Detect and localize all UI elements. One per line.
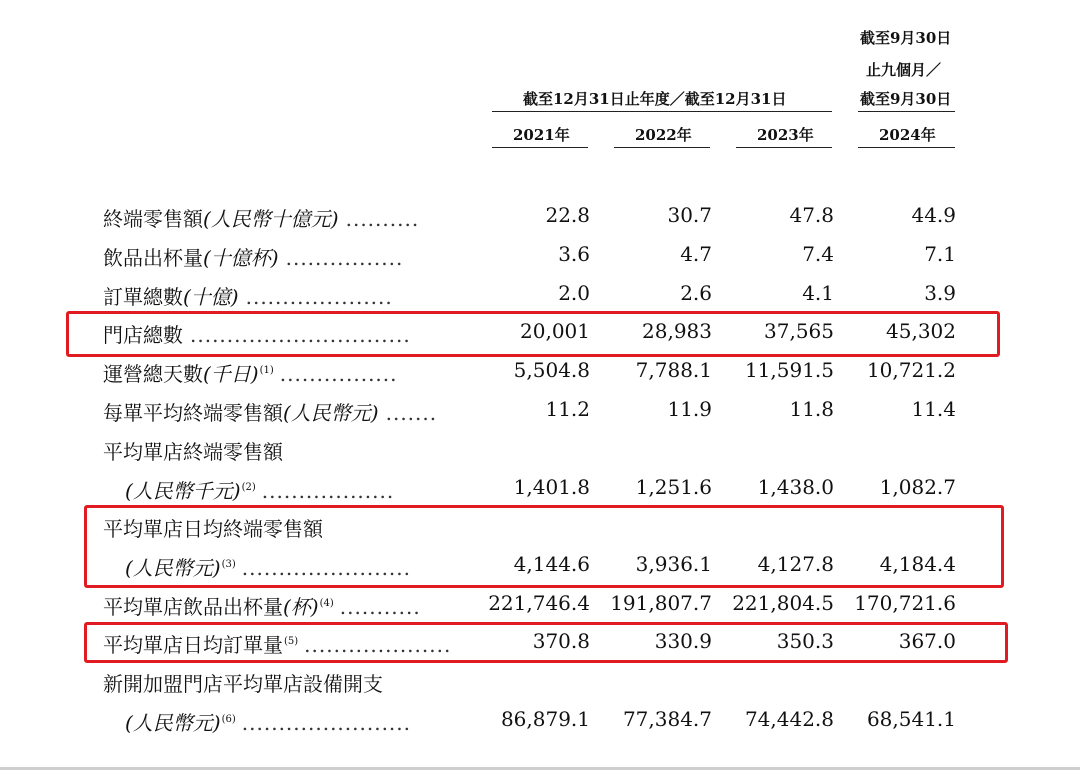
row-label: 運營總天數(千日)$^{(1)}$ ................ [103, 362, 398, 386]
highlight-box-daily-orders [84, 622, 1008, 663]
value-2021: 1,401.8 [513, 475, 590, 499]
row-label: (人民幣元)$^{(6)}$ ....................... [125, 711, 412, 735]
value-2022: 7,788.1 [635, 358, 712, 382]
year-header-2022: 2022年 [635, 126, 692, 144]
year-underline-2024 [858, 147, 955, 148]
row-label: 門店總數 .............................. [103, 323, 411, 347]
group-header-underline [492, 111, 832, 112]
value-2021: 370.8 [532, 629, 590, 653]
year-underline-2022 [614, 147, 710, 148]
row-label: (人民幣千元)$^{(2)}$ .................. [125, 479, 395, 503]
value-2022: 330.9 [654, 629, 712, 653]
value-2023: 1,438.0 [757, 475, 834, 499]
row-label: 新開加盟門店平均單店設備開支 [103, 672, 383, 696]
row-label: 平均單店終端零售額 [103, 440, 283, 464]
value-2024: 367.0 [898, 629, 956, 653]
table-row [0, 275, 1080, 313]
value-2024: 44.9 [911, 203, 956, 227]
row-label: 每單平均終端零售額(人民幣元) ....... [103, 401, 438, 425]
row-label: 平均單店日均訂單量$^{(5)}$ .................... [103, 633, 452, 657]
value-2024: 68,541.1 [866, 707, 956, 731]
table-row [0, 197, 1080, 235]
year-header-2024: 2024年 [879, 126, 936, 144]
value-2022: 30.7 [667, 203, 712, 227]
year-header-2021: 2021年 [513, 126, 570, 144]
value-2021: 3.6 [558, 242, 590, 266]
table-row [0, 352, 1080, 390]
value-2024: 170,721.6 [854, 591, 956, 615]
table-row [0, 701, 1080, 739]
value-2022: 2.6 [680, 281, 712, 305]
value-2022: 1,251.6 [635, 475, 712, 499]
value-2022: 3,936.1 [635, 552, 712, 576]
highlight-box-store-count [66, 311, 1000, 357]
row-label: 飲品出杯量(十億杯) ................ [103, 246, 404, 270]
value-2021: 5,504.8 [513, 358, 590, 382]
value-2023: 11,591.5 [744, 358, 834, 382]
value-2023: 7.4 [802, 242, 834, 266]
year-underline-2023 [736, 147, 832, 148]
value-2024: 3.9 [924, 281, 956, 305]
value-2023: 4.1 [802, 281, 834, 305]
value-2023: 221,804.5 [732, 591, 834, 615]
table-row [0, 391, 1080, 429]
year-underline-2021 [492, 147, 588, 148]
value-2021: 20,001 [520, 319, 590, 343]
value-2021: 2.0 [558, 281, 590, 305]
value-2021: 22.8 [545, 203, 590, 227]
value-2023: 4,127.8 [757, 552, 834, 576]
table-row [0, 469, 1080, 507]
value-2024: 1,082.7 [879, 475, 956, 499]
value-2024: 11.4 [911, 397, 956, 421]
value-2024: 10,721.2 [866, 358, 956, 382]
value-2023: 11.8 [789, 397, 834, 421]
value-2023: 350.3 [776, 629, 834, 653]
col-2024-period-line3: 截至9月30日 [860, 90, 952, 108]
col-2024-period-line2: 止九個月／ [866, 61, 942, 79]
value-2022: 77,384.7 [622, 707, 712, 731]
value-2023: 74,442.8 [744, 707, 834, 731]
col-2024-period-line1: 截至9月30日 [860, 29, 952, 47]
row-label: 終端零售額(人民幣十億元) .......... [103, 207, 420, 231]
value-2021: 221,746.4 [488, 591, 590, 615]
value-2022: 11.9 [667, 397, 712, 421]
value-2021: 11.2 [545, 397, 590, 421]
table-row [0, 585, 1080, 623]
row-label: (人民幣元)$^{(3)}$ ....................... [125, 556, 412, 580]
table-row-label-only [0, 430, 1080, 468]
value-2021: 86,879.1 [500, 707, 590, 731]
row-label: 平均單店日均終端零售額 [103, 517, 323, 541]
highlight-box-daily-retail [84, 505, 1004, 588]
value-2022: 28,983 [642, 319, 712, 343]
value-2023: 37,565 [764, 319, 834, 343]
table-row-label-only [0, 662, 1080, 700]
year-header-2023: 2023年 [757, 126, 814, 144]
value-2022: 4.7 [680, 242, 712, 266]
row-label: 訂單總數(十億) .................... [103, 285, 393, 309]
value-2024: 7.1 [924, 242, 956, 266]
value-2024: 45,302 [886, 319, 956, 343]
col-2024-header-underline [858, 111, 955, 112]
value-2024: 4,184.4 [879, 552, 956, 576]
value-2023: 47.8 [789, 203, 834, 227]
value-2021: 4,144.6 [513, 552, 590, 576]
value-2022: 191,807.7 [610, 591, 712, 615]
table-row [0, 236, 1080, 274]
group-period-header: 截至12月31日止年度／截至12月31日 [523, 90, 787, 108]
row-label: 平均單店飲品出杯量(杯)$^{(4)}$ ........... [103, 595, 421, 619]
